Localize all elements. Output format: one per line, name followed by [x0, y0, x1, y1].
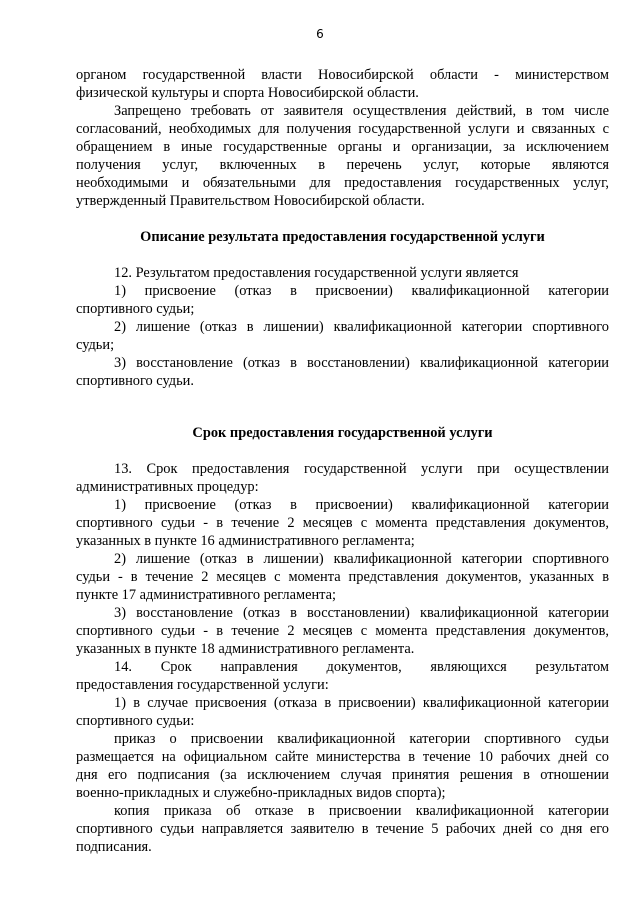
- text-line: предоставления государственной услуги:: [76, 677, 329, 693]
- text-line: необходимыми и обязательными для предоставления государственных услуг,: [76, 175, 609, 191]
- text-line: спортивного судьи:: [76, 713, 195, 729]
- text-line: 3) восстановление (отказ в восстановлении) квалификационной категории: [114, 355, 609, 371]
- text-line: судьи - в течение 2 месяцев с момента представления документов, указанных в: [76, 569, 609, 585]
- text-line: спортивного судьи направляется заявителю в течение 5 рабочих дней со дня его: [76, 821, 609, 837]
- text-line: пункте 17 административного регламента;: [76, 587, 337, 603]
- text-line: 3) восстановление (отказ в восстановлении) квалификационной категории: [114, 605, 609, 621]
- text-line: согласований, необходимых для получения государственной услуги и связанных с: [76, 121, 609, 137]
- text-line: 13. Срок предоставления государственной услуги при осуществлении: [114, 461, 609, 477]
- text-line: дня его подписания (за исключением случая принятия решения в отношении: [76, 767, 609, 783]
- text-line: 2) лишение (отказ в лишении) квалификационной категории спортивного: [114, 551, 609, 567]
- text-line: административных процедур:: [76, 479, 259, 495]
- text-line: обращением в иные государственные органы и организации, за исключением: [76, 139, 609, 155]
- text-line: спортивного судьи - в течение 2 месяцев с момента представления документов,: [76, 623, 609, 639]
- text-line: копия приказа об отказе в присвоении квалификационной категории: [114, 803, 609, 819]
- text-line: указанных в пункте 18 административного регламента.: [76, 641, 415, 657]
- text-line: судьи;: [76, 337, 115, 353]
- text-line: 1) присвоение (отказ в присвоении) квалификационной категории: [114, 283, 609, 299]
- text-line: 14. Срок направления документов, являющихся результатом: [114, 659, 609, 675]
- text-line: спортивного судьи - в течение 2 месяцев с момента представления документов,: [76, 515, 609, 531]
- section-heading: Описание результата предоставления государственной услуги: [140, 229, 545, 245]
- text-line: органом государственной власти Новосибирской области - министерством: [76, 67, 609, 83]
- text-line: получения услуг, включенных в перечень услуг, которые являются: [76, 157, 609, 173]
- text-line: подписания.: [76, 839, 152, 855]
- text-line: военно-прикладных и служебно-прикладных видов спорта);: [76, 785, 446, 801]
- text-line: 12. Результатом предоставления государственной услуги является: [114, 265, 519, 281]
- text-line: спортивного судьи.: [76, 373, 194, 389]
- text-line: спортивного судьи;: [76, 301, 195, 317]
- text-line: физической культуры и спорта Новосибирской области.: [76, 85, 419, 101]
- text-line: размещается на официальном сайте министерства в течение 10 рабочих дней со: [76, 749, 609, 765]
- section-heading: Срок предоставления государственной услуги: [192, 425, 493, 441]
- text-line: приказ о присвоении квалификационной категории спортивного судьи: [114, 731, 609, 747]
- text-line: указанных в пункте 16 административного регламента;: [76, 533, 415, 549]
- text-line: 1) в случае присвоения (отказа в присвоении) квалификационной категории: [114, 695, 609, 711]
- text-line: 1) присвоение (отказ в присвоении) квалификационной категории: [114, 497, 609, 513]
- text-line: 2) лишение (отказ в лишении) квалификационной категории спортивного: [114, 319, 609, 335]
- page-number: 6: [316, 27, 324, 41]
- text-line: Запрещено требовать от заявителя осуществления действий, в том числе: [114, 103, 609, 119]
- text-line: утвержденный Правительством Новосибирской области.: [76, 193, 425, 209]
